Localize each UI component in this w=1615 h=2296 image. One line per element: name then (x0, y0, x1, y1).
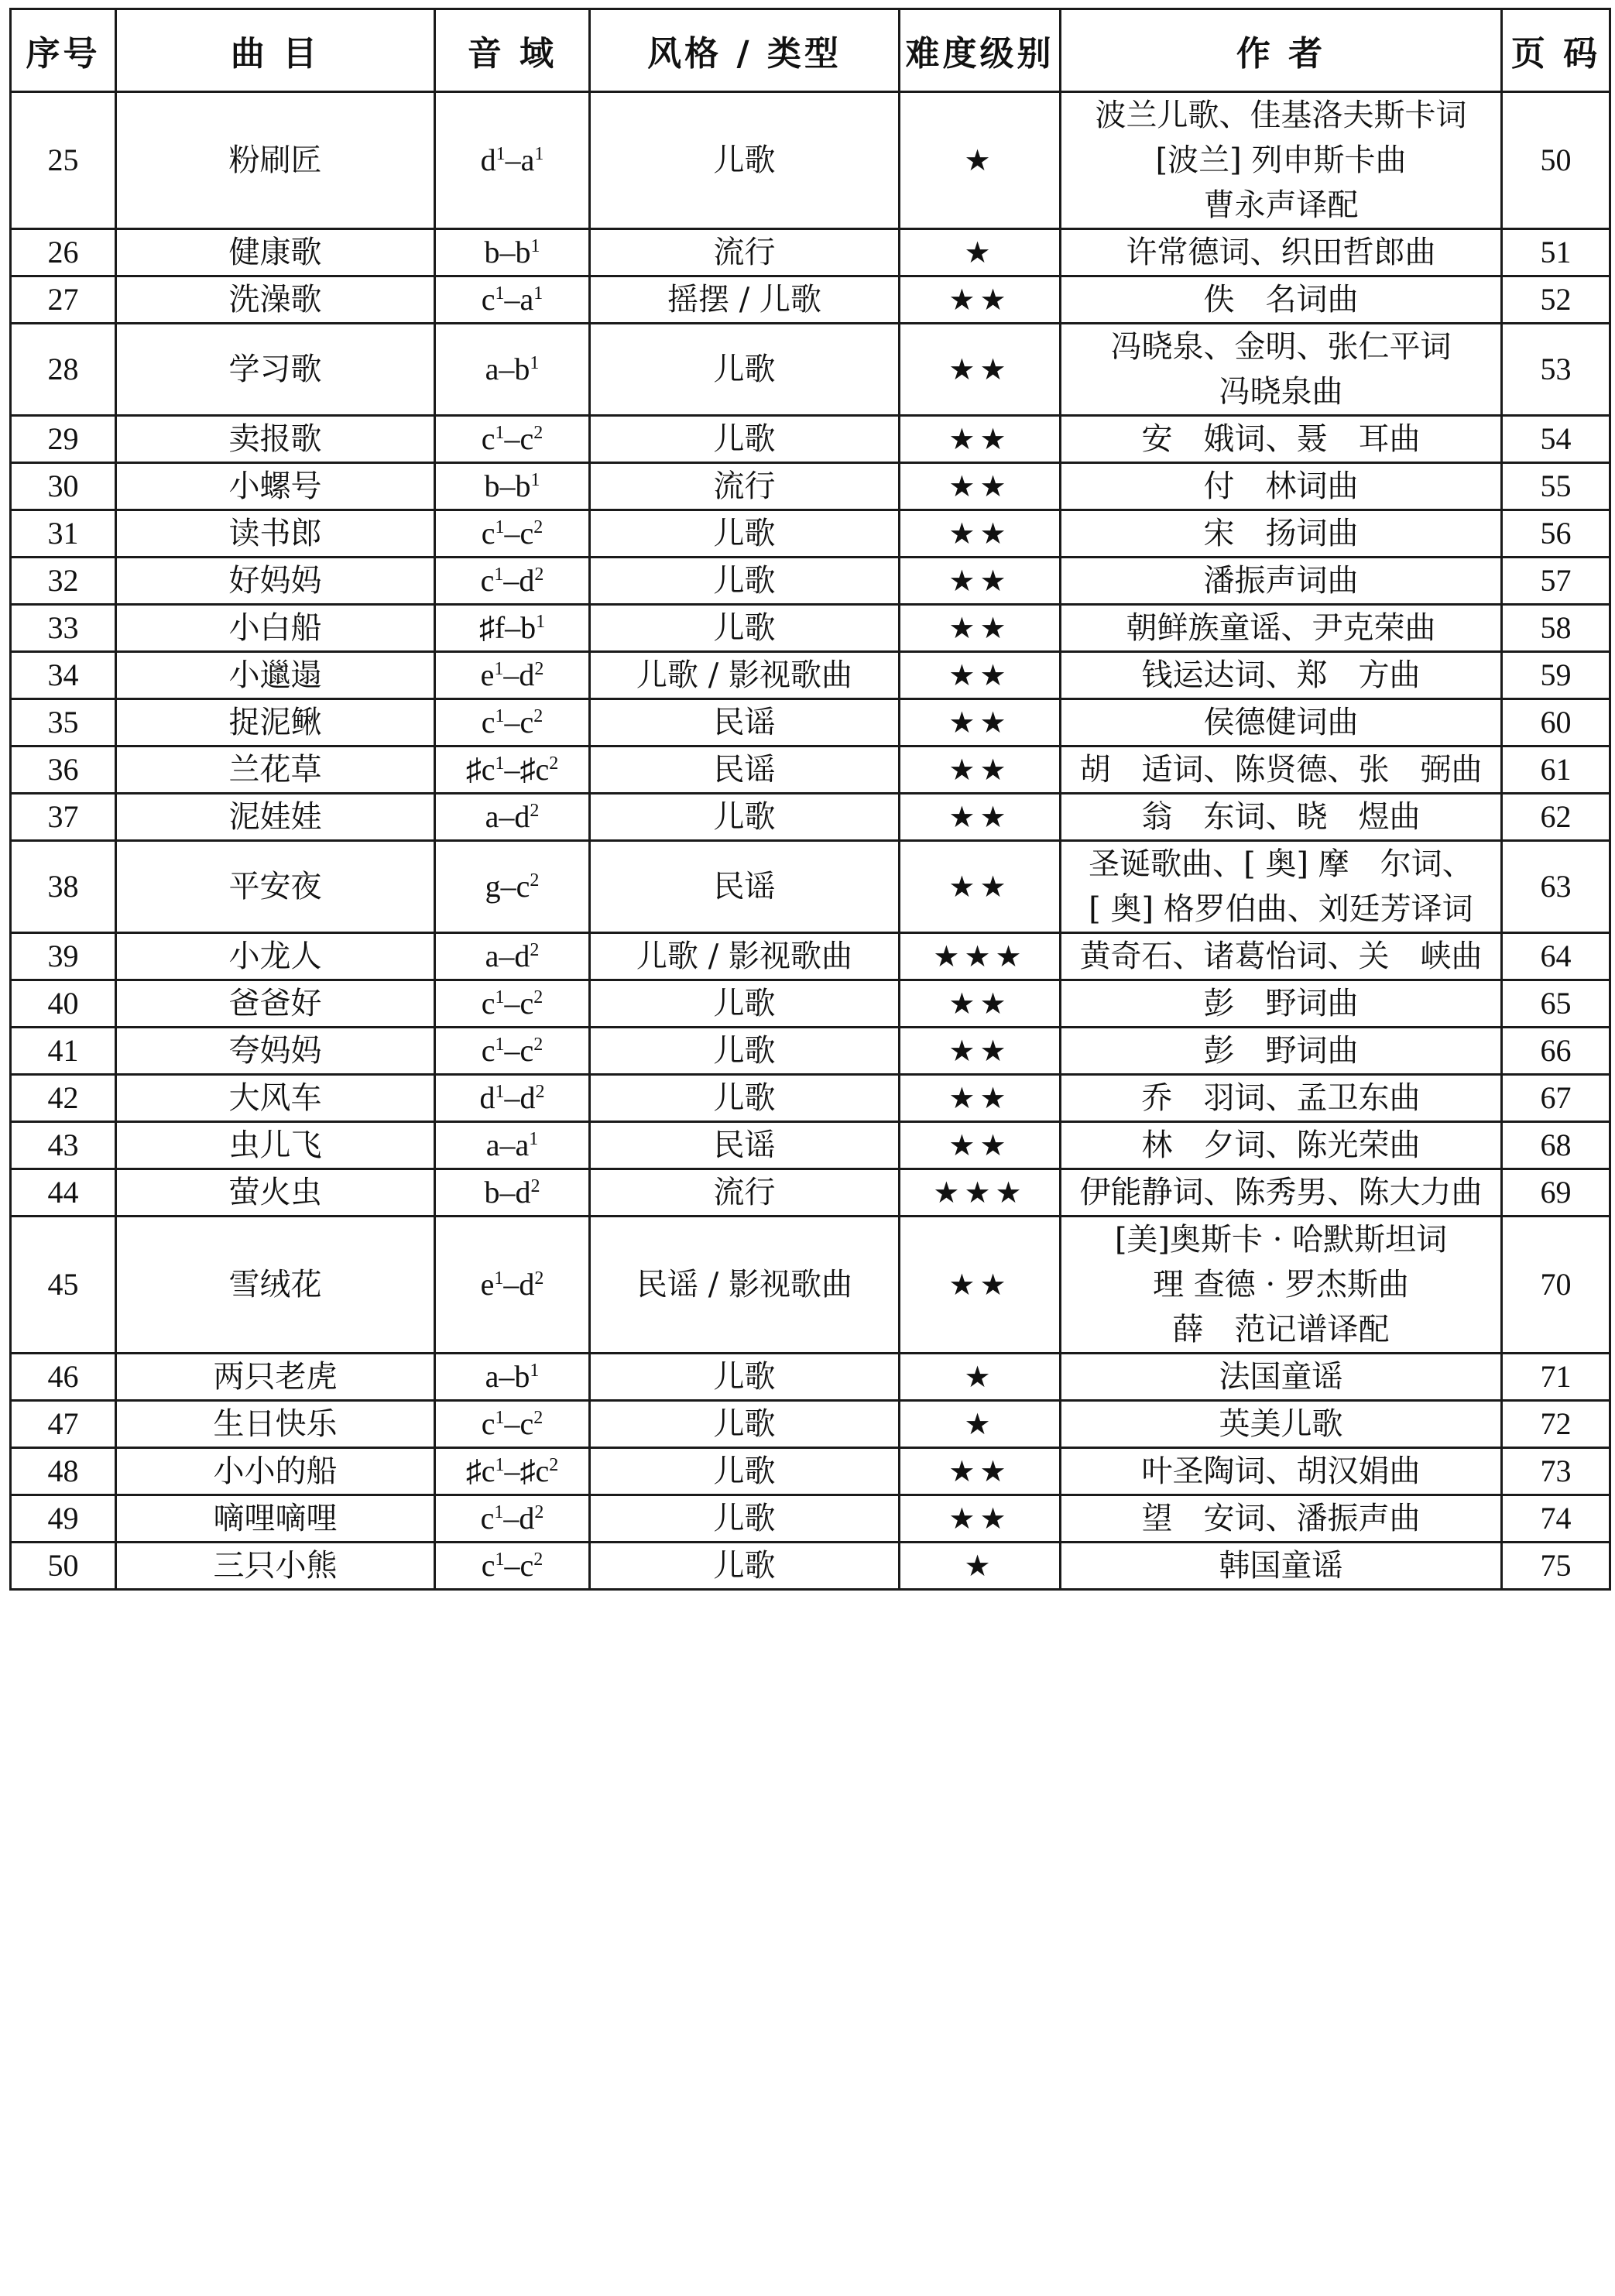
row-style: 儿歌 (590, 1354, 900, 1401)
row-range: $b-b^1$ (435, 229, 590, 276)
header-difficulty: 难度级别 (900, 9, 1061, 92)
header-author: 作 者 (1061, 9, 1502, 92)
author-line: [波兰] 列申斯卡曲 (1155, 142, 1407, 178)
row-author (1061, 416, 1502, 463)
row-style: 儿歌 (590, 1075, 900, 1122)
row-difficulty-stars: ★★ (900, 1495, 1061, 1543)
table-row (11, 699, 1610, 746)
row-style: 民谣 (590, 841, 900, 933)
row-page: 75 (1502, 1543, 1610, 1590)
row-index: 44 (11, 1169, 116, 1217)
row-page: 68 (1502, 1122, 1610, 1169)
row-title: 大风车 (116, 1075, 435, 1122)
row-page: 72 (1502, 1401, 1610, 1448)
row-difficulty-stars: ★★ (900, 699, 1061, 746)
author-line: 乔 羽词、孟卫东曲 (1141, 1080, 1421, 1116)
row-page: 50 (1502, 92, 1610, 229)
row-author (1061, 699, 1502, 746)
row-index: 48 (11, 1448, 116, 1495)
row-difficulty-stars: ★★ (900, 1075, 1061, 1122)
row-title: 洗澡歌 (116, 276, 435, 324)
row-difficulty-stars: ★ (900, 1543, 1061, 1590)
row-title: 嘀哩嘀哩 (116, 1495, 435, 1543)
row-range: $♯c^1-♯c^2$ (435, 1448, 590, 1495)
row-style: 儿歌 (590, 794, 900, 841)
row-page: 66 (1502, 1028, 1610, 1075)
row-difficulty-stars: ★★ (900, 463, 1061, 510)
row-range: $c^1-c^2$ (435, 510, 590, 558)
song-index-table (9, 8, 1611, 1591)
row-page: 60 (1502, 699, 1610, 746)
row-author (1061, 1495, 1502, 1543)
row-author (1061, 1543, 1502, 1590)
row-index: 31 (11, 510, 116, 558)
row-title: 小邋遢 (116, 652, 435, 699)
row-range: $c^1-c^2$ (435, 1543, 590, 1590)
row-index: 42 (11, 1075, 116, 1122)
row-title: 学习歌 (116, 324, 435, 416)
row-page: 58 (1502, 605, 1610, 652)
table-row (11, 1075, 1610, 1122)
row-title: 卖报歌 (116, 416, 435, 463)
table-row (11, 1401, 1610, 1448)
row-style: 儿歌 (590, 1543, 900, 1590)
table-row (11, 1217, 1610, 1354)
row-difficulty-stars: ★★ (900, 1448, 1061, 1495)
row-title: 小龙人 (116, 933, 435, 980)
row-page: 57 (1502, 558, 1610, 605)
author-line: 钱运达词、郑 方曲 (1141, 657, 1421, 693)
row-page: 74 (1502, 1495, 1610, 1543)
table-row (11, 605, 1610, 652)
row-title: 两只老虎 (116, 1354, 435, 1401)
row-page: 65 (1502, 980, 1610, 1028)
row-title: 小小的船 (116, 1448, 435, 1495)
row-index: 43 (11, 1122, 116, 1169)
row-index: 38 (11, 841, 116, 933)
row-style: 民谣 / 影视歌曲 (590, 1217, 900, 1354)
row-difficulty-stars: ★★ (900, 324, 1061, 416)
table-row (11, 1495, 1610, 1543)
row-title: 三只小熊 (116, 1543, 435, 1590)
row-style: 摇摆 / 儿歌 (590, 276, 900, 324)
row-page: 61 (1502, 746, 1610, 794)
row-difficulty-stars: ★★ (900, 1028, 1061, 1075)
row-style: 儿歌 (590, 324, 900, 416)
table-row (11, 1543, 1610, 1590)
row-author (1061, 510, 1502, 558)
row-page: 67 (1502, 1075, 1610, 1122)
author-line: 彭 野词曲 (1203, 986, 1359, 1021)
row-author (1061, 324, 1502, 416)
row-title: 雪绒花 (116, 1217, 435, 1354)
header-page: 页 码 (1502, 9, 1610, 92)
table-row (11, 1354, 1610, 1401)
row-title: 粉刷匠 (116, 92, 435, 229)
table-body (11, 92, 1610, 1590)
row-difficulty-stars: ★★ (900, 276, 1061, 324)
row-style: 儿歌 / 影视歌曲 (590, 652, 900, 699)
table-row (11, 324, 1610, 416)
author-line: 安 娥词、聂 耳曲 (1141, 421, 1421, 457)
row-page: 73 (1502, 1448, 1610, 1495)
author-line: 翁 东词、晓 煜曲 (1141, 799, 1421, 835)
row-range: $c^1-c^2$ (435, 1028, 590, 1075)
row-author (1061, 605, 1502, 652)
row-range: $d^1-d^2$ (435, 1075, 590, 1122)
row-index: 25 (11, 92, 116, 229)
row-index: 39 (11, 933, 116, 980)
row-index: 33 (11, 605, 116, 652)
row-difficulty-stars: ★★ (900, 1122, 1061, 1169)
author-line: 波兰儿歌、佳基洛夫斯卡词 (1095, 98, 1467, 133)
row-style: 儿歌 (590, 980, 900, 1028)
row-style: 儿歌 (590, 510, 900, 558)
row-range: $c^1-d^2$ (435, 1495, 590, 1543)
row-range: $e^1-d^2$ (435, 1217, 590, 1354)
author-line: 佚 名词曲 (1203, 282, 1359, 317)
author-line: 黄奇石、诸葛怡词、关 峡曲 (1079, 939, 1483, 974)
row-page: 56 (1502, 510, 1610, 558)
row-difficulty-stars: ★★ (900, 416, 1061, 463)
row-title: 小螺号 (116, 463, 435, 510)
row-index: 26 (11, 229, 116, 276)
row-style: 儿歌 (590, 1495, 900, 1543)
author-line: 薛 范记谱译配 (1172, 1312, 1390, 1347)
row-title: 捉泥鳅 (116, 699, 435, 746)
table-row (11, 1448, 1610, 1495)
row-difficulty-stars: ★★ (900, 652, 1061, 699)
row-index: 36 (11, 746, 116, 794)
row-page: 52 (1502, 276, 1610, 324)
row-author (1061, 652, 1502, 699)
row-page: 71 (1502, 1354, 1610, 1401)
row-difficulty-stars: ★★ (900, 794, 1061, 841)
author-line: 潘振声词曲 (1203, 563, 1359, 599)
table-row (11, 416, 1610, 463)
table-row (11, 933, 1610, 980)
row-title: 好妈妈 (116, 558, 435, 605)
row-title: 虫儿飞 (116, 1122, 435, 1169)
row-title: 读书郎 (116, 510, 435, 558)
table-row (11, 463, 1610, 510)
row-author (1061, 933, 1502, 980)
row-index: 32 (11, 558, 116, 605)
row-page: 53 (1502, 324, 1610, 416)
row-range: $c^1-c^2$ (435, 416, 590, 463)
table-row (11, 229, 1610, 276)
table-row (11, 652, 1610, 699)
table-row (11, 1028, 1610, 1075)
row-range: $a-b^1$ (435, 1354, 590, 1401)
row-index: 50 (11, 1543, 116, 1590)
row-index: 40 (11, 980, 116, 1028)
row-difficulty-stars: ★ (900, 1401, 1061, 1448)
row-style: 流行 (590, 1169, 900, 1217)
row-style: 儿歌 (590, 1448, 900, 1495)
row-title: 平安夜 (116, 841, 435, 933)
row-style: 民谣 (590, 699, 900, 746)
row-page: 55 (1502, 463, 1610, 510)
row-title: 兰花草 (116, 746, 435, 794)
table-row (11, 794, 1610, 841)
row-index: 27 (11, 276, 116, 324)
row-author (1061, 1354, 1502, 1401)
row-title: 萤火虫 (116, 1169, 435, 1217)
author-line: 伊能静词、陈秀男、陈大力曲 (1079, 1175, 1483, 1210)
row-range: $d^1-a^1$ (435, 92, 590, 229)
row-author (1061, 1448, 1502, 1495)
row-difficulty-stars: ★ (900, 1354, 1061, 1401)
row-page: 51 (1502, 229, 1610, 276)
row-style: 儿歌 (590, 605, 900, 652)
row-style: 流行 (590, 463, 900, 510)
author-line: 彭 野词曲 (1203, 1033, 1359, 1069)
row-style: 儿歌 (590, 92, 900, 229)
table-row (11, 1169, 1610, 1217)
author-line: 冯晓泉、金明、张仁平词 (1110, 329, 1452, 365)
table-row (11, 92, 1610, 229)
row-style: 民谣 (590, 746, 900, 794)
author-line: 法国童谣 (1219, 1359, 1343, 1395)
row-author (1061, 463, 1502, 510)
row-difficulty-stars: ★★ (900, 841, 1061, 933)
row-range: $b-d^2$ (435, 1169, 590, 1217)
row-page: 70 (1502, 1217, 1610, 1354)
row-author (1061, 1075, 1502, 1122)
row-author (1061, 229, 1502, 276)
row-page: 54 (1502, 416, 1610, 463)
row-author (1061, 1169, 1502, 1217)
row-style: 儿歌 (590, 1028, 900, 1075)
row-difficulty-stars: ★★ (900, 510, 1061, 558)
row-page: 62 (1502, 794, 1610, 841)
row-author (1061, 841, 1502, 933)
row-title: 生日快乐 (116, 1401, 435, 1448)
author-line: 英美儿歌 (1219, 1406, 1343, 1442)
row-index: 46 (11, 1354, 116, 1401)
author-line: 林 夕词、陈光荣曲 (1141, 1127, 1421, 1163)
row-title: 泥娃娃 (116, 794, 435, 841)
row-difficulty-stars: ★★★ (900, 933, 1061, 980)
row-author (1061, 558, 1502, 605)
author-line: 朝鲜族童谣、尹克荣曲 (1126, 610, 1436, 646)
row-author (1061, 1401, 1502, 1448)
author-line: [美]奥斯卡 · 哈默斯坦词 (1114, 1222, 1448, 1258)
row-index: 41 (11, 1028, 116, 1075)
row-difficulty-stars: ★★ (900, 746, 1061, 794)
row-author (1061, 1028, 1502, 1075)
author-line: [ 奥] 格罗伯曲、刘廷芳译词 (1089, 891, 1473, 927)
row-range: $c^1-c^2$ (435, 1401, 590, 1448)
row-author (1061, 276, 1502, 324)
row-page: 63 (1502, 841, 1610, 933)
row-style: 儿歌 (590, 558, 900, 605)
row-index: 47 (11, 1401, 116, 1448)
row-range: $c^1-c^2$ (435, 699, 590, 746)
row-index: 45 (11, 1217, 116, 1354)
row-style: 流行 (590, 229, 900, 276)
table-row (11, 558, 1610, 605)
table-row (11, 746, 1610, 794)
author-line: 叶圣陶词、胡汉娟曲 (1141, 1453, 1421, 1489)
row-title: 夸妈妈 (116, 1028, 435, 1075)
row-style: 民谣 (590, 1122, 900, 1169)
row-range: $a-d^2$ (435, 794, 590, 841)
author-line: 付 林词曲 (1203, 468, 1359, 504)
row-page: 59 (1502, 652, 1610, 699)
row-range: $g-c^2$ (435, 841, 590, 933)
row-range: $e^1-d^2$ (435, 652, 590, 699)
row-index: 28 (11, 324, 116, 416)
row-range: $a-d^2$ (435, 933, 590, 980)
row-index: 49 (11, 1495, 116, 1543)
author-line: 许常德词、织田哲郎曲 (1126, 235, 1436, 270)
row-range: $c^1-d^2$ (435, 558, 590, 605)
table-row (11, 510, 1610, 558)
row-title: 爸爸好 (116, 980, 435, 1028)
author-line: 冯晓泉曲 (1219, 374, 1343, 410)
row-difficulty-stars: ★★ (900, 980, 1061, 1028)
row-author (1061, 1122, 1502, 1169)
row-difficulty-stars: ★★ (900, 558, 1061, 605)
author-line: 宋 扬词曲 (1203, 516, 1359, 551)
table-row (11, 841, 1610, 933)
author-line: 侯德健词曲 (1203, 705, 1359, 740)
author-line: 胡 适词、陈贤德、张 弼曲 (1079, 752, 1483, 788)
row-index: 29 (11, 416, 116, 463)
table-header-row (11, 9, 1610, 92)
row-author (1061, 746, 1502, 794)
row-range: $a-a^1$ (435, 1122, 590, 1169)
author-line: 理 查德 · 罗杰斯曲 (1153, 1267, 1409, 1302)
author-line: 圣诞歌曲、[ 奥] 摩 尔词、 (1089, 846, 1473, 882)
row-style: 儿歌 (590, 416, 900, 463)
row-title: 小白船 (116, 605, 435, 652)
row-difficulty-stars: ★ (900, 229, 1061, 276)
row-index: 34 (11, 652, 116, 699)
header-style: 风格 / 类型 (590, 9, 900, 92)
author-line: 曹永声译配 (1203, 187, 1359, 223)
row-difficulty-stars: ★★ (900, 605, 1061, 652)
row-title: 健康歌 (116, 229, 435, 276)
table-row (11, 276, 1610, 324)
row-style: 儿歌 (590, 1401, 900, 1448)
row-range: $c^1-a^1$ (435, 276, 590, 324)
row-page: 69 (1502, 1169, 1610, 1217)
row-author (1061, 1217, 1502, 1354)
header-title: 曲 目 (116, 9, 435, 92)
row-author (1061, 794, 1502, 841)
header-index: 序号 (11, 9, 116, 92)
author-line: 望 安词、潘振声曲 (1141, 1501, 1421, 1536)
table-row (11, 1122, 1610, 1169)
row-range: $b-b^1$ (435, 463, 590, 510)
row-range: $♯c^1-♯c^2$ (435, 746, 590, 794)
row-author (1061, 980, 1502, 1028)
row-difficulty-stars: ★ (900, 92, 1061, 229)
row-author (1061, 92, 1502, 229)
table-row (11, 980, 1610, 1028)
row-difficulty-stars: ★★★ (900, 1169, 1061, 1217)
row-index: 35 (11, 699, 116, 746)
author-line: 韩国童谣 (1219, 1548, 1343, 1584)
header-range: 音 域 (435, 9, 590, 92)
row-range: $♯f-b^1$ (435, 605, 590, 652)
row-difficulty-stars: ★★ (900, 1217, 1061, 1354)
row-index: 37 (11, 794, 116, 841)
row-range: $a-b^1$ (435, 324, 590, 416)
row-index: 30 (11, 463, 116, 510)
row-range: $c^1-c^2$ (435, 980, 590, 1028)
row-style: 儿歌 / 影视歌曲 (590, 933, 900, 980)
row-page: 64 (1502, 933, 1610, 980)
